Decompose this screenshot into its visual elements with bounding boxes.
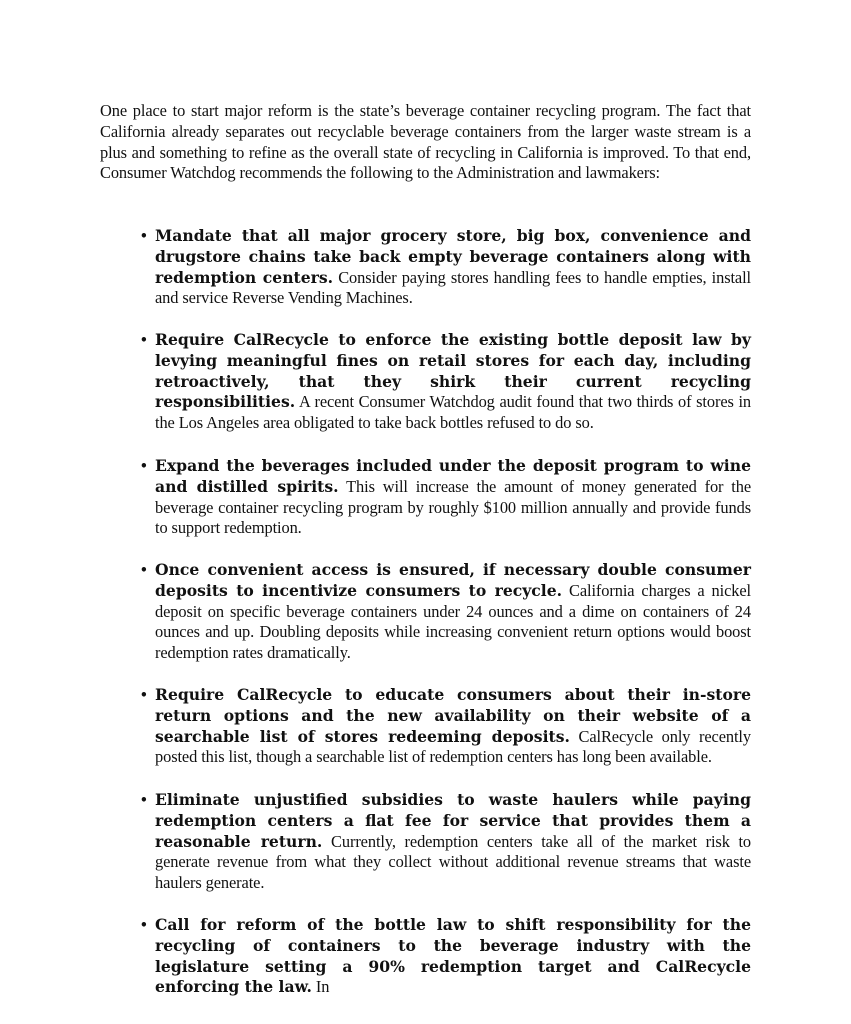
recommendation-item xyxy=(141,685,751,768)
recommendation-lead: Once convenient access is ensured, if necessary double consumer deposits to incentivize consumers to recycle. xyxy=(155,560,751,600)
bullet-glyph: • xyxy=(141,560,147,579)
bullet-glyph: • xyxy=(141,456,147,475)
intro-paragraph: One place to start major reform is the state’s beverage container recycling program. The fact that California already separates out recyclable beverage containers from the larger waste stream is a plus and something to refine as the overall state of recycling in California is improved. To that end, Consumer Watchdog recommends the following to the Administration and lawmakers: xyxy=(100,101,751,183)
recommendation-detail: In xyxy=(311,977,330,997)
recommendation-item xyxy=(141,456,752,539)
bullet-glyph: • xyxy=(141,226,147,245)
recommendation-lead: Expand the beverages included under the deposit program to wine and distilled spirits. xyxy=(155,456,751,496)
recommendation-item xyxy=(141,790,751,894)
recommendation-detail: Currently, redemption centers take all of the market risk to generate revenue from what they collect without additional revenue streams that waste haulers generate. xyxy=(155,831,751,893)
recommendation-item xyxy=(141,330,751,434)
recommendation-lead: Call for reform of the bottle law to shift responsibility for the recycling of containers to the beverage industry with the legislature setting a 90% redemption target and CalRecycle enforcing the law. xyxy=(155,915,751,997)
recommendation-item xyxy=(141,560,751,664)
recommendation-lead: Eliminate unjustified subsidies to waste haulers while paying redemption centers a flat fee for service that provides them a reasonable return. xyxy=(155,790,751,851)
recommendation-lead: Mandate that all major grocery store, big box, convenience and drugstore chains take back empty beverage containers along with redemption centers. xyxy=(155,226,751,287)
recommendation-detail: This will increase the amount of money generated for the beverage container recycling program by roughly $100 million annually and provide funds to support redemption. xyxy=(155,476,752,538)
bullet-glyph: • xyxy=(141,330,147,349)
recommendation-item xyxy=(141,226,752,309)
recommendation-lead: Require CalRecycle to educate consumers about their in-store return options and the new availability on their website of a searchable list of stores redeeming deposits. xyxy=(155,685,751,746)
bullet-glyph: • xyxy=(141,915,147,934)
recommendation-detail: A recent Consumer Watchdog audit found that two thirds of stores in the Los Angeles area obligated to take back bottles refused to do so. xyxy=(155,392,751,433)
recommendation-detail: CalRecycle only recently posted this list, though a searchable list of redemption centers has long been available. xyxy=(155,726,751,767)
recommendation-item xyxy=(141,915,751,998)
bullet-glyph: • xyxy=(141,790,147,809)
recommendation-detail: Consider paying stores handling fees to handle empties, install and service Reverse Vending Machines. xyxy=(155,267,752,308)
bullet-glyph: • xyxy=(141,685,147,704)
recommendation-detail: California charges a nickel deposit on specific beverage containers under 24 ounces and a dime on containers of 24 ounces and up. Doubling deposits while increasing convenient return options would boost redemption rates dramatically. xyxy=(155,580,751,663)
recommendation-lead: Require CalRecycle to enforce the existing bottle deposit law by levying meaningful fines on retail stores for each day, including retroactively, that they shirk their current recycling responsibilities. xyxy=(155,330,751,412)
